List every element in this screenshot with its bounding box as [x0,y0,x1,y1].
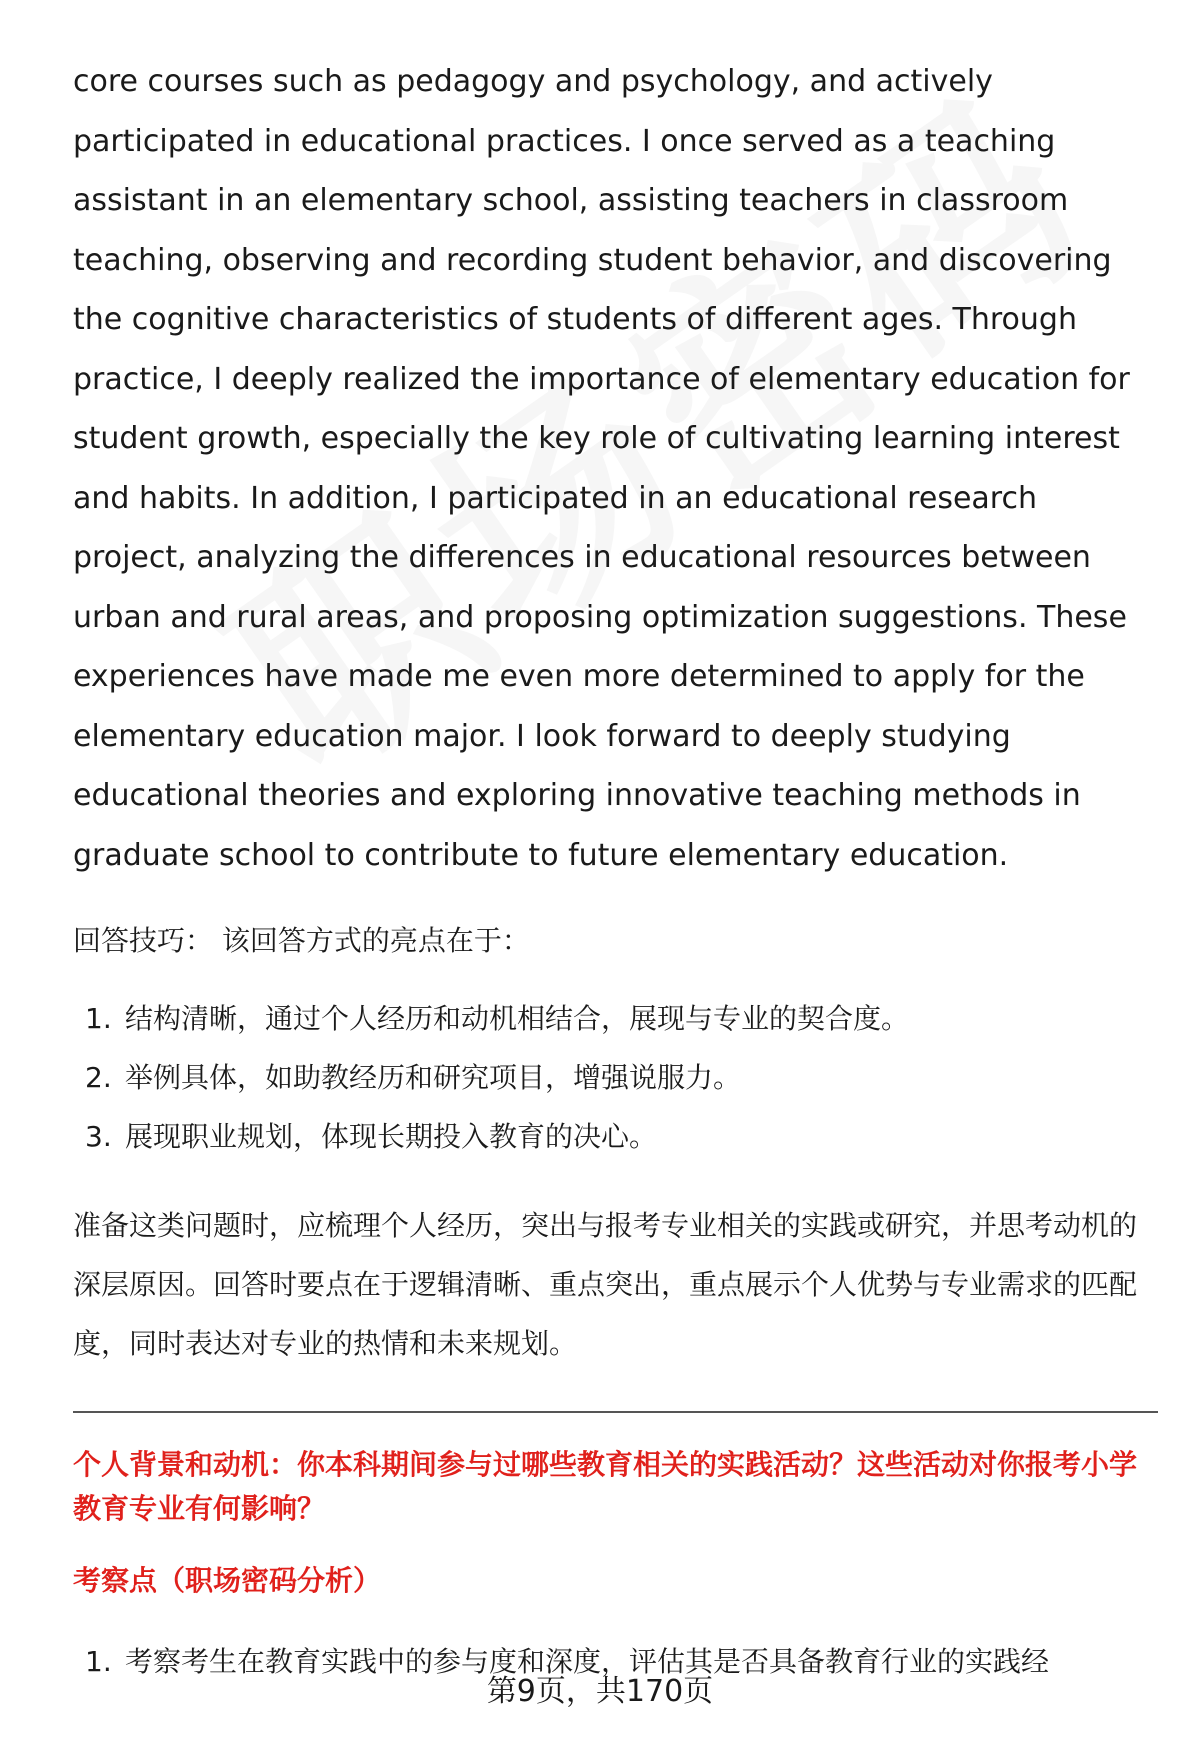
list-item [73,989,1158,1048]
list-number: 1. [85,1002,112,1035]
body-paragraph: core courses such as pedagogy and psychology, and actively participated in educational practices. I once served as a teaching assistant in an elementary school, assisting teachers in classroom teaching, observing and recording student behavior, and discovering the cognitive characteristics of students of different ages. Through practice, I deeply realized the importance of elementary education for student growth, especially the key role of cultivating learning interest and habits. In addition, I participated in an educational research project, analyzing the differences in educational resources between urban and rural areas, and proposing optimization suggestions. These experiences have made me even more determined to apply for the elementary education major. I look forward to deeply studying educational theories and exploring innovative teaching methods in graduate school to contribute to future elementary education. [73,64,1130,873]
question-heading: 个人背景和动机：你本科期间参与过哪些教育相关的实践活动？这些活动对你报考小学教育专业有何影响？ [73,1448,1138,1525]
section-divider [73,1411,1158,1413]
page-content [73,52,1158,1687]
list-text: 结构清晰，通过个人经历和动机相结合，展现与专业的契合度。 [125,1002,910,1035]
list-number: 2. [85,1061,112,1094]
list-number: 3. [85,1120,112,1153]
list-text: 考察考生在教育实践中的参与度和深度，评估其是否具备教育行业的实践经 [125,1645,1050,1678]
advice-paragraph: 准备这类问题时，应梳理个人经历，突出与报考专业相关的实践或研究，并思考动机的深层原因。回答时要点在于逻辑清晰、重点突出，重点展示个人优势与专业需求的匹配度，同时表达对专业的热情和未来规划。 [73,1209,1138,1360]
list-number: 1. [85,1645,112,1678]
tips-list [73,989,1158,1166]
section-heading: 考察点（职场密码分析） [73,1564,382,1597]
page-footer: 第9页，共170页 [486,1674,714,1709]
list-text: 展现职业规划，体现长期投入教育的决心。 [125,1120,658,1153]
tips-title: 回答技巧： 该回答方式的亮点在于： [73,924,530,957]
list-item [73,1107,1158,1166]
list-text: 举例具体，如助教经历和研究项目，增强说服力。 [125,1061,742,1094]
list-item [73,1048,1158,1107]
